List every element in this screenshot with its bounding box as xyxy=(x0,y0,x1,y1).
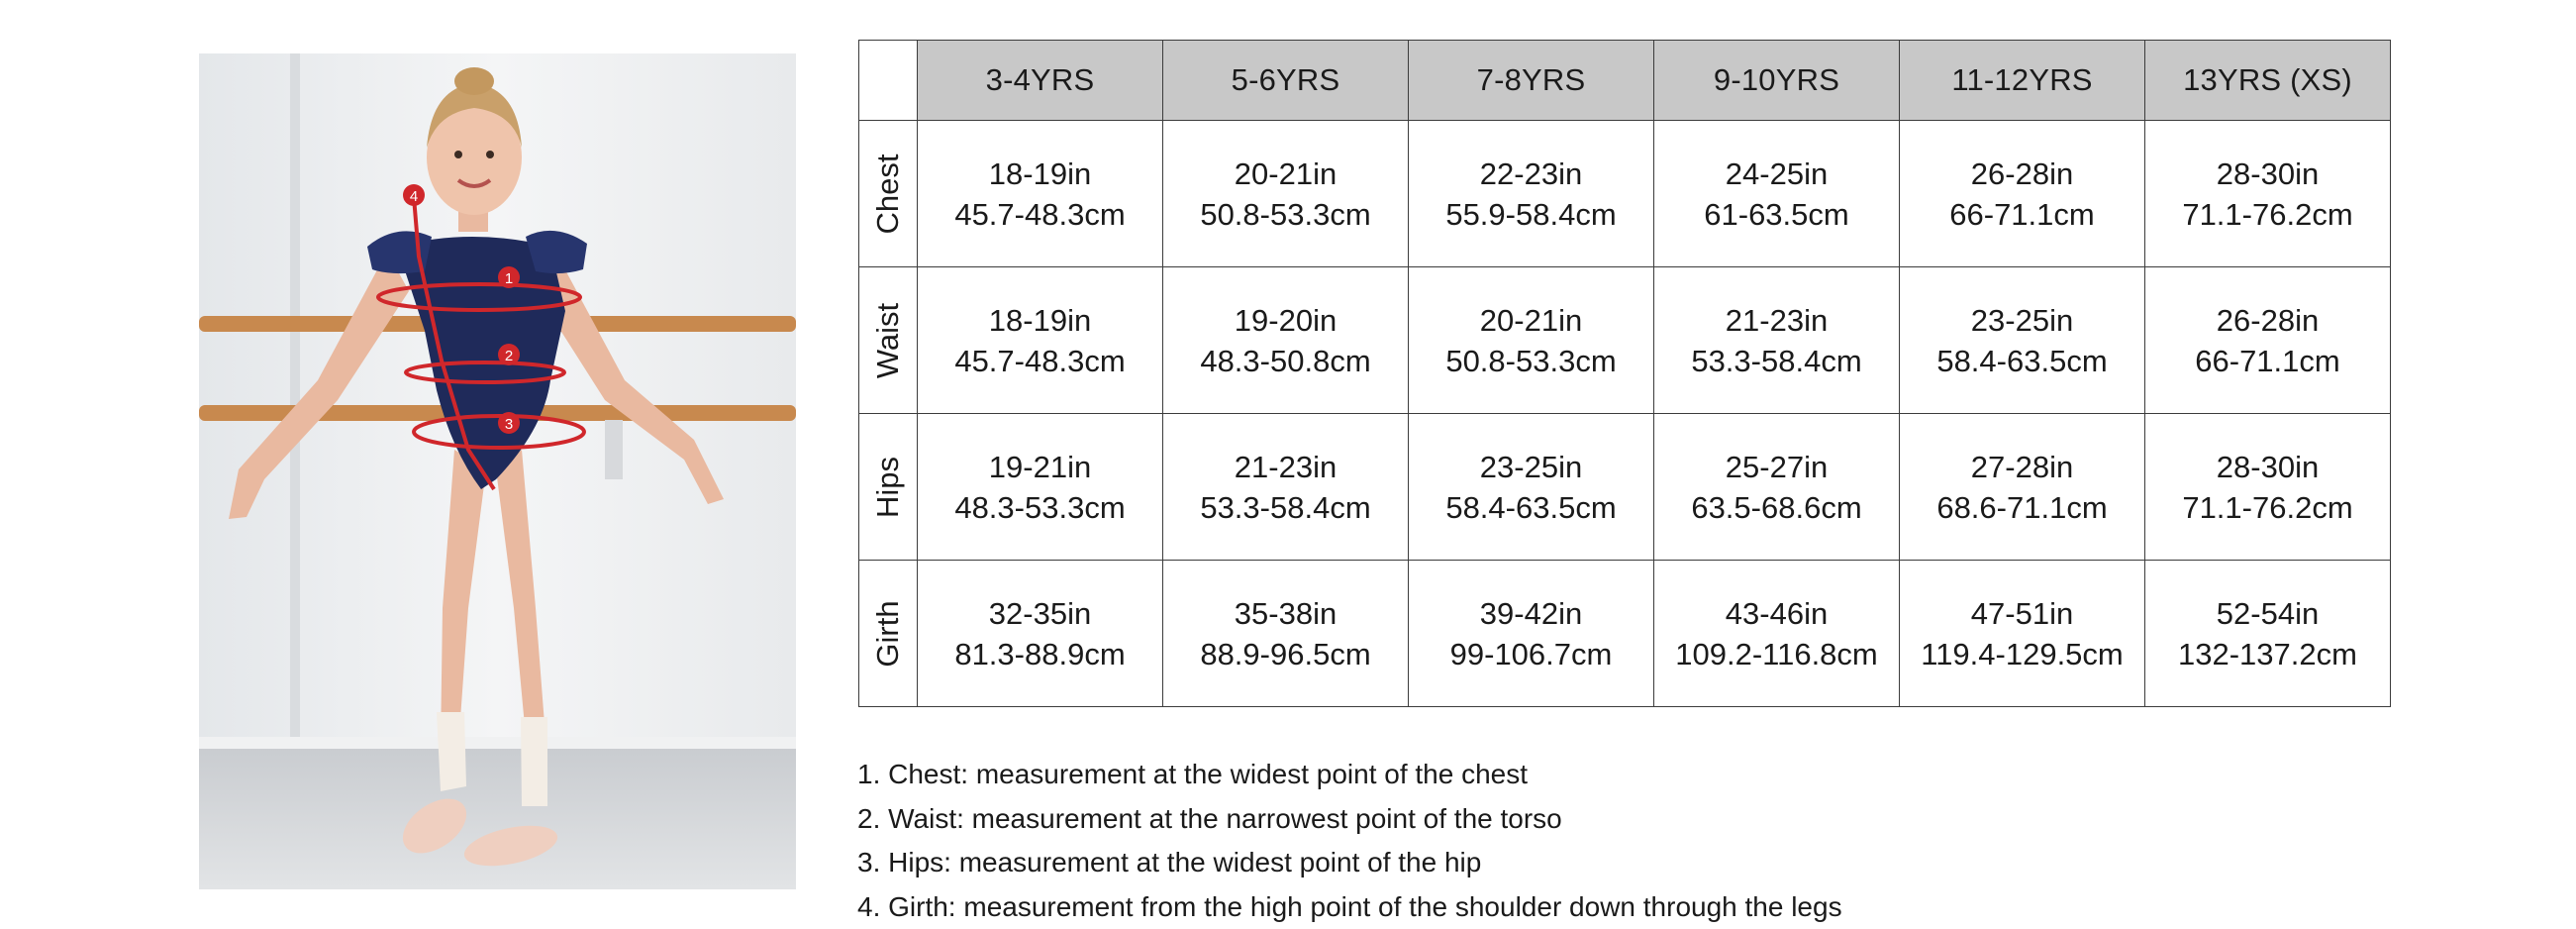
right-sock xyxy=(521,717,547,806)
measurement-photo xyxy=(199,53,796,889)
row-label-girth: Girth xyxy=(859,561,918,707)
table-cell: 52-54in 132-137.2cm xyxy=(2145,561,2391,707)
table-cell: 35-38in 88.9-96.5cm xyxy=(1163,561,1409,707)
svg-text:1: 1 xyxy=(505,270,513,287)
table-cell: 28-30in 71.1-76.2cm xyxy=(2145,414,2391,561)
table-cell: 26-28in 66-71.1cm xyxy=(2145,267,2391,414)
table-cell: 21-23in 53.3-58.4cm xyxy=(1163,414,1409,561)
table-cell: 39-42in 99-106.7cm xyxy=(1409,561,1654,707)
table-cell: 27-28in 68.6-71.1cm xyxy=(1900,414,2145,561)
table-row-hips xyxy=(859,414,2391,561)
table-cell: 19-21in 48.3-53.3cm xyxy=(918,414,1163,561)
note-chest: 1. Chest: measurement at the widest point of the chest xyxy=(857,753,1842,797)
size-chart-table xyxy=(858,40,2391,707)
barre-bracket xyxy=(605,420,623,479)
table-cell: 20-21in 50.8-53.3cm xyxy=(1409,267,1654,414)
table-cell: 19-20in 48.3-50.8cm xyxy=(1163,267,1409,414)
table-row-girth xyxy=(859,561,2391,707)
table-cell: 28-30in 71.1-76.2cm xyxy=(2145,121,2391,267)
marker-1 xyxy=(498,266,520,288)
table-cell: 20-21in 50.8-53.3cm xyxy=(1163,121,1409,267)
size-header: 13YRS (XS) xyxy=(2145,41,2391,121)
table-cell: 43-46in 109.2-116.8cm xyxy=(1654,561,1900,707)
size-header: 7-8YRS xyxy=(1409,41,1654,121)
svg-text:2: 2 xyxy=(505,348,513,364)
table-cell: 32-35in 81.3-88.9cm xyxy=(918,561,1163,707)
measurement-notes xyxy=(857,753,1842,929)
size-header: 11-12YRS xyxy=(1900,41,2145,121)
table-cell: 24-25in 61-63.5cm xyxy=(1654,121,1900,267)
size-header: 3-4YRS xyxy=(918,41,1163,121)
row-label-chest: Chest xyxy=(859,121,918,267)
table-row-waist xyxy=(859,267,2391,414)
table-header-row xyxy=(859,41,2391,121)
row-label-hips: Hips xyxy=(859,414,918,561)
table-cell: 23-25in 58.4-63.5cm xyxy=(1409,414,1654,561)
svg-text:4: 4 xyxy=(410,188,418,205)
right-eye xyxy=(486,151,494,158)
note-waist: 2. Waist: measurement at the narrowest point of the torso xyxy=(857,797,1842,842)
note-hips: 3. Hips: measurement at the widest point of the hip xyxy=(857,841,1842,885)
table-cell: 25-27in 63.5-68.6cm xyxy=(1654,414,1900,561)
table-cell: 18-19in 45.7-48.3cm xyxy=(918,121,1163,267)
table-cell: 47-51in 119.4-129.5cm xyxy=(1900,561,2145,707)
size-header: 5-6YRS xyxy=(1163,41,1409,121)
hair-bun xyxy=(454,67,494,95)
table-cell: 23-25in 58.4-63.5cm xyxy=(1900,267,2145,414)
table-cell: 18-19in 45.7-48.3cm xyxy=(918,267,1163,414)
svg-text:3: 3 xyxy=(505,416,513,433)
table-cell: 21-23in 53.3-58.4cm xyxy=(1654,267,1900,414)
table-row-chest xyxy=(859,121,2391,267)
table-cell: 26-28in 66-71.1cm xyxy=(1900,121,2145,267)
left-eye xyxy=(454,151,462,158)
left-sock xyxy=(437,712,466,791)
model-illustration xyxy=(199,53,796,889)
table-corner-cell xyxy=(859,41,918,121)
row-label-waist: Waist xyxy=(859,267,918,414)
table-cell: 22-23in 55.9-58.4cm xyxy=(1409,121,1654,267)
marker-2 xyxy=(498,344,520,365)
floor xyxy=(199,747,796,889)
size-header: 9-10YRS xyxy=(1654,41,1900,121)
skirting xyxy=(199,737,796,749)
marker-3 xyxy=(498,412,520,434)
note-girth: 4. Girth: measurement from the high point of the shoulder down through the legs xyxy=(857,885,1842,929)
marker-4 xyxy=(403,184,425,206)
wall-panel-line xyxy=(290,53,300,747)
